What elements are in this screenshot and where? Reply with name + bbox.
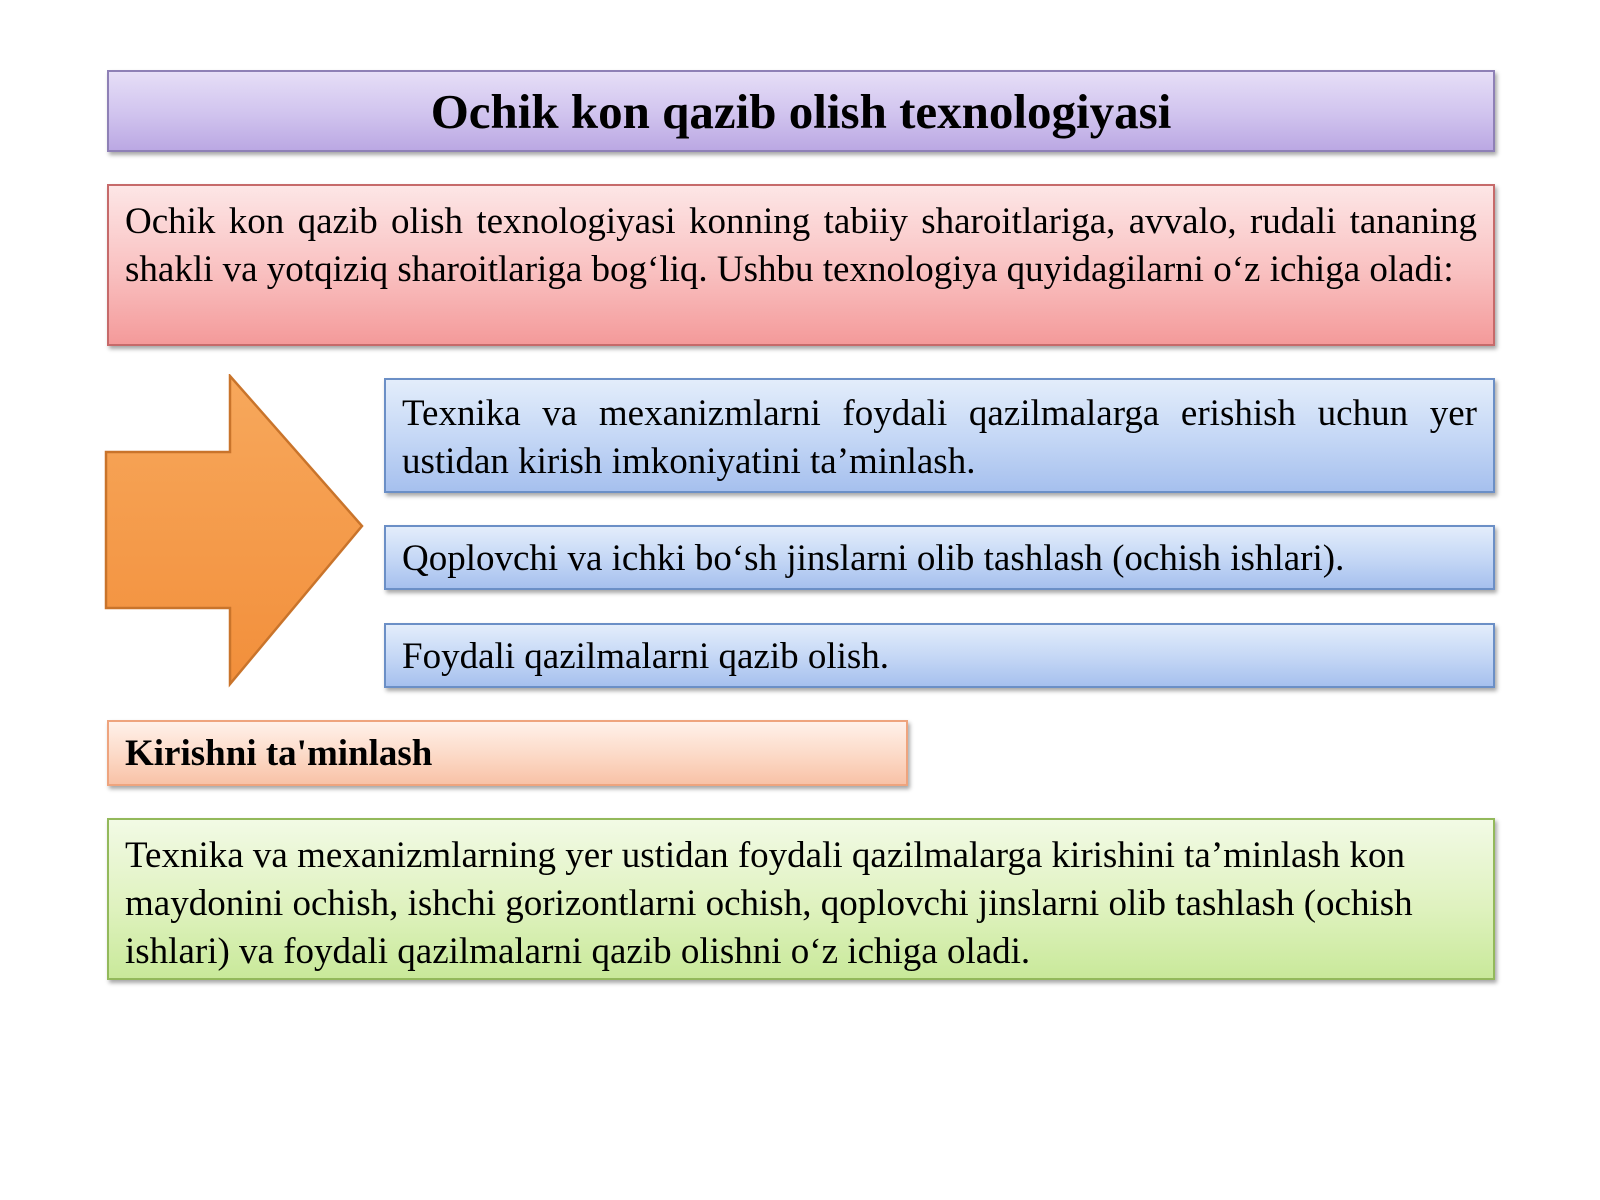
section-body-text: Texnika va mexanizmlarning yer ustidan foydali qazilmalarga kirishini ta’minlash kon maydonini ochish, ishchi gorizontlarni ochish, qoplovchi jinslarni olib tashlash (ochish ishlari) va foydali qazilmalarni qazib olishni o‘z ichiga oladi. [125,835,1413,972]
intro-box [107,184,1495,346]
list-item-text: Texnika va mexanizmlarni foydali qazilmalarga erishish uchun yer ustidan kirish imkoniyatini ta’minlash. [402,393,1477,482]
title-box [107,70,1495,152]
list-item-text: Qoplovchi va ichki bo‘sh jinslarni olib tashlash (ochish ishlari). [402,538,1345,579]
section-body-box [107,818,1495,980]
section-heading-box [107,720,908,786]
page-title: Ochik kon qazib olish texnologiyasi [430,83,1172,139]
list-item [384,623,1495,688]
list-item-text: Foydali qazilmalarni qazib olish. [402,636,890,677]
section-heading: Kirishni ta'minlash [125,733,433,774]
right-arrow-icon [104,374,364,692]
list-item [384,378,1495,493]
list-item [384,525,1495,590]
intro-text: Ochik kon qazib olish texnologiyasi konning tabiiy sharoitlariga, avvalo, rudali tananing shakli va yotqiziq sharoitlariga bog‘liq. Ushbu texnologiya quyidagilarni o‘z ichiga oladi: [125,201,1477,290]
